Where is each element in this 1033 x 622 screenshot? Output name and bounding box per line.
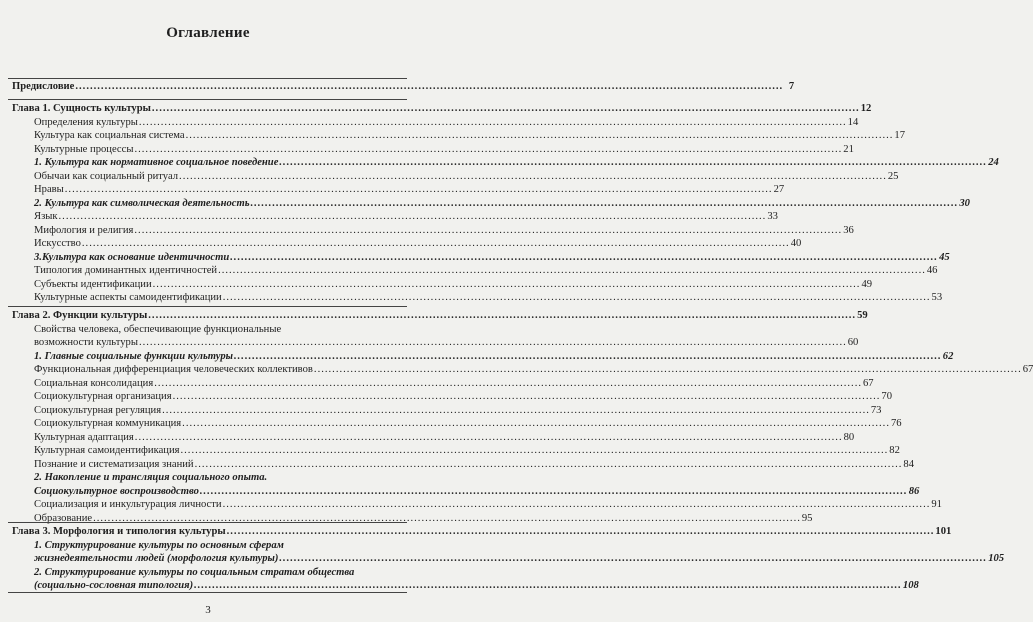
toc-entry[interactable] bbox=[12, 156, 999, 170]
toc-entry-page: 82 bbox=[889, 445, 900, 456]
toc-entry-page: 76 bbox=[890, 418, 902, 429]
toc-entry[interactable] bbox=[12, 278, 873, 292]
toc-section-chapter-1 bbox=[12, 102, 999, 305]
toc-entry-title: Искусство bbox=[34, 238, 81, 249]
toc-entry[interactable] bbox=[12, 116, 859, 130]
leader-dots bbox=[65, 183, 773, 197]
toc-entry-page: 14 bbox=[847, 116, 859, 128]
toc-entry-title: Культурные процессы bbox=[34, 143, 134, 155]
leader-dots bbox=[230, 251, 938, 265]
toc-entry-title: Социокультурная организация bbox=[34, 391, 172, 402]
toc-entry-page: 60 bbox=[847, 337, 859, 348]
page-title: Оглавление bbox=[166, 25, 250, 41]
toc-entry-page: 59 bbox=[857, 310, 868, 321]
toc-entry-title: Мифология и религия bbox=[34, 224, 134, 236]
leader-dots bbox=[135, 431, 843, 445]
toc-entry-page: 101 bbox=[935, 526, 952, 537]
toc-entry-page: 73 bbox=[870, 404, 882, 416]
toc-entry-title: Образование bbox=[34, 512, 93, 524]
toc-entry-title: Социализация и инкультурация личности bbox=[34, 499, 222, 510]
toc-entry-page: 91 bbox=[931, 499, 942, 510]
leader-dots bbox=[59, 210, 767, 224]
divider bbox=[8, 592, 407, 593]
leader-dots bbox=[181, 444, 889, 458]
toc-entry[interactable] bbox=[12, 539, 1005, 566]
leader-dots bbox=[148, 309, 856, 323]
toc-entry-title: Субъекты идентификации bbox=[34, 278, 152, 290]
toc-entry-page: 67 bbox=[863, 377, 874, 389]
toc-entry[interactable] bbox=[12, 210, 778, 224]
leader-dots bbox=[223, 291, 931, 305]
leader-dots bbox=[152, 102, 860, 116]
toc-entry-page: 53 bbox=[931, 292, 943, 303]
leader-dots bbox=[279, 552, 987, 566]
toc-entry[interactable] bbox=[12, 264, 938, 278]
toc-entry[interactable] bbox=[12, 143, 854, 157]
toc-entry[interactable] bbox=[12, 444, 900, 458]
toc-entry-title: 3.Культура как основание идентичности bbox=[34, 251, 230, 263]
toc-entry-page: 80 bbox=[843, 431, 855, 443]
leader-dots bbox=[162, 404, 870, 418]
leader-dots bbox=[195, 458, 903, 472]
leader-dots bbox=[153, 278, 861, 292]
toc-entry[interactable] bbox=[12, 458, 914, 472]
toc-entry-title: Обычаи как социальный ритуал bbox=[34, 170, 179, 182]
toc-entry-title: Культура как социальная система bbox=[34, 130, 185, 141]
toc-entry-page: 24 bbox=[988, 157, 999, 168]
toc-entry[interactable] bbox=[12, 323, 859, 350]
leader-dots bbox=[134, 224, 842, 238]
leader-dots bbox=[182, 417, 890, 431]
toc-entry-title: Функциональная дифференциация человеческих коллективов bbox=[34, 364, 313, 375]
toc-entry[interactable] bbox=[12, 390, 892, 404]
toc-entry[interactable] bbox=[12, 237, 802, 251]
toc-entry-title: Социокультурное воспроизводство bbox=[34, 485, 199, 497]
leader-dots bbox=[218, 264, 926, 278]
leader-dots bbox=[223, 498, 931, 512]
toc-entry-title-line1: 2. Накопление и трансляция социального опыта. bbox=[34, 472, 268, 483]
divider bbox=[8, 78, 407, 79]
toc-entry-title: Глава 1. Сущность культуры bbox=[12, 103, 151, 114]
toc-entry[interactable] bbox=[12, 566, 919, 593]
toc-entry-title: 1. Культура как нормативное социальное поведение bbox=[34, 157, 279, 168]
toc-entry[interactable] bbox=[12, 251, 950, 265]
toc-entry-page: 45 bbox=[939, 251, 950, 263]
toc-entry-title: Культурные аспекты самоидентификации bbox=[34, 292, 222, 303]
toc-entry[interactable] bbox=[12, 170, 899, 184]
toc-entry-page: 7 bbox=[788, 81, 795, 92]
toc-entry[interactable] bbox=[12, 224, 854, 238]
toc-entry-page: 70 bbox=[881, 391, 892, 402]
toc-entry-page: 86 bbox=[908, 485, 920, 497]
toc-entry-page: 27 bbox=[773, 184, 785, 195]
toc-entry[interactable] bbox=[12, 498, 942, 512]
divider bbox=[8, 522, 407, 523]
toc-entry-title: Культурная самоидентификация bbox=[34, 445, 180, 456]
toc-entry-page: 21 bbox=[843, 143, 854, 155]
toc-entry-title: Типология доминантных идентичностей bbox=[34, 265, 218, 276]
leader-dots bbox=[154, 377, 862, 391]
toc-entry-page: 62 bbox=[942, 350, 954, 362]
toc-entry-page: 33 bbox=[767, 211, 778, 222]
toc-entry-title: Язык bbox=[34, 211, 58, 222]
toc-entry-page: 25 bbox=[887, 170, 899, 182]
toc-entry-title: возможности культуры bbox=[34, 337, 138, 348]
leader-dots bbox=[75, 80, 783, 94]
toc-entry[interactable] bbox=[12, 197, 970, 211]
toc-entry-title: Глава 2. Функции культуры bbox=[12, 310, 148, 321]
toc-entry-title: Глава 3. Морфология и типология культуры bbox=[12, 526, 226, 537]
toc-entry-page: 46 bbox=[926, 265, 938, 276]
leader-dots bbox=[200, 485, 908, 499]
leader-dots bbox=[186, 129, 894, 143]
toc-entry-page: 17 bbox=[894, 130, 906, 141]
toc-entry[interactable] bbox=[12, 363, 1033, 377]
toc-entry[interactable] bbox=[12, 350, 954, 364]
toc-entry[interactable] bbox=[12, 417, 902, 431]
toc-entry[interactable] bbox=[12, 129, 906, 143]
leader-dots bbox=[139, 116, 847, 130]
toc-entry-title: 1. Главные социальные функции культуры bbox=[34, 350, 233, 362]
toc-entry-page: 36 bbox=[843, 224, 854, 236]
toc-entry-title-line1: 1. Структурирование культуры по основным сферам bbox=[34, 539, 284, 551]
toc-entry-page: 108 bbox=[902, 580, 919, 591]
toc-entry-page: 67 bbox=[1022, 364, 1033, 375]
leader-dots bbox=[314, 363, 1022, 377]
toc-entry-title-line1: Свойства человека, обеспечивающие функциональные bbox=[34, 323, 282, 335]
toc-entry[interactable] bbox=[12, 183, 785, 197]
toc-entry-title: Социокультурная регуляция bbox=[34, 404, 162, 416]
toc-entry[interactable] bbox=[12, 525, 952, 539]
toc-entry-title: 2. Культура как символическая деятельность bbox=[34, 197, 250, 209]
toc-entry[interactable] bbox=[12, 404, 882, 418]
leader-dots bbox=[227, 525, 935, 539]
toc-entry[interactable] bbox=[12, 80, 795, 94]
leader-dots bbox=[279, 156, 987, 170]
leader-dots bbox=[139, 336, 847, 350]
toc-entry-title: Социальная консолидация bbox=[34, 377, 154, 389]
leader-dots bbox=[251, 197, 959, 211]
toc-entry-title: Культурная адаптация bbox=[34, 431, 134, 443]
toc-section-preface bbox=[12, 80, 795, 94]
toc-entry-page: 105 bbox=[988, 553, 1005, 564]
toc-entry-title: Нравы bbox=[34, 184, 64, 195]
page-number: 3 bbox=[205, 604, 211, 616]
divider bbox=[8, 306, 407, 307]
toc-entry[interactable] bbox=[12, 291, 943, 305]
toc-entry-page: 30 bbox=[959, 197, 970, 209]
toc-entry[interactable] bbox=[12, 471, 920, 498]
toc-entry[interactable] bbox=[12, 431, 855, 445]
toc-entry-page: 84 bbox=[903, 458, 914, 470]
toc-entry-title: Предисловие bbox=[12, 81, 75, 92]
toc-entry[interactable] bbox=[12, 309, 868, 323]
toc-entry-page: 49 bbox=[861, 278, 873, 290]
toc-entry-title: Определения культуры bbox=[34, 116, 138, 128]
toc-entry-page: 40 bbox=[790, 238, 802, 249]
toc-entry-title-line1: 2. Структурирование культуры по социальным стратам общества bbox=[34, 566, 355, 578]
toc-section-chapter-2 bbox=[12, 309, 1033, 525]
leader-dots bbox=[194, 579, 902, 593]
leader-dots bbox=[234, 350, 942, 364]
toc-section-chapter-3 bbox=[12, 525, 1005, 593]
toc-entry-page: 95 bbox=[801, 512, 813, 524]
leader-dots bbox=[82, 237, 790, 251]
leader-dots bbox=[173, 390, 881, 404]
divider bbox=[8, 99, 407, 100]
toc-entry[interactable] bbox=[12, 102, 872, 116]
toc-entry-page: 12 bbox=[860, 103, 872, 114]
toc-entry-title: жизнедеятельности людей (морфология культуры) bbox=[34, 553, 279, 564]
leader-dots bbox=[179, 170, 887, 184]
leader-dots bbox=[134, 143, 842, 157]
toc-entry-title: Социокультурная коммуникация bbox=[34, 418, 182, 429]
toc-entry-title: (социально-сословная типология) bbox=[34, 580, 194, 591]
toc-entry[interactable] bbox=[12, 377, 874, 391]
toc-entry-title: Познание и систематизация знаний bbox=[34, 458, 194, 470]
